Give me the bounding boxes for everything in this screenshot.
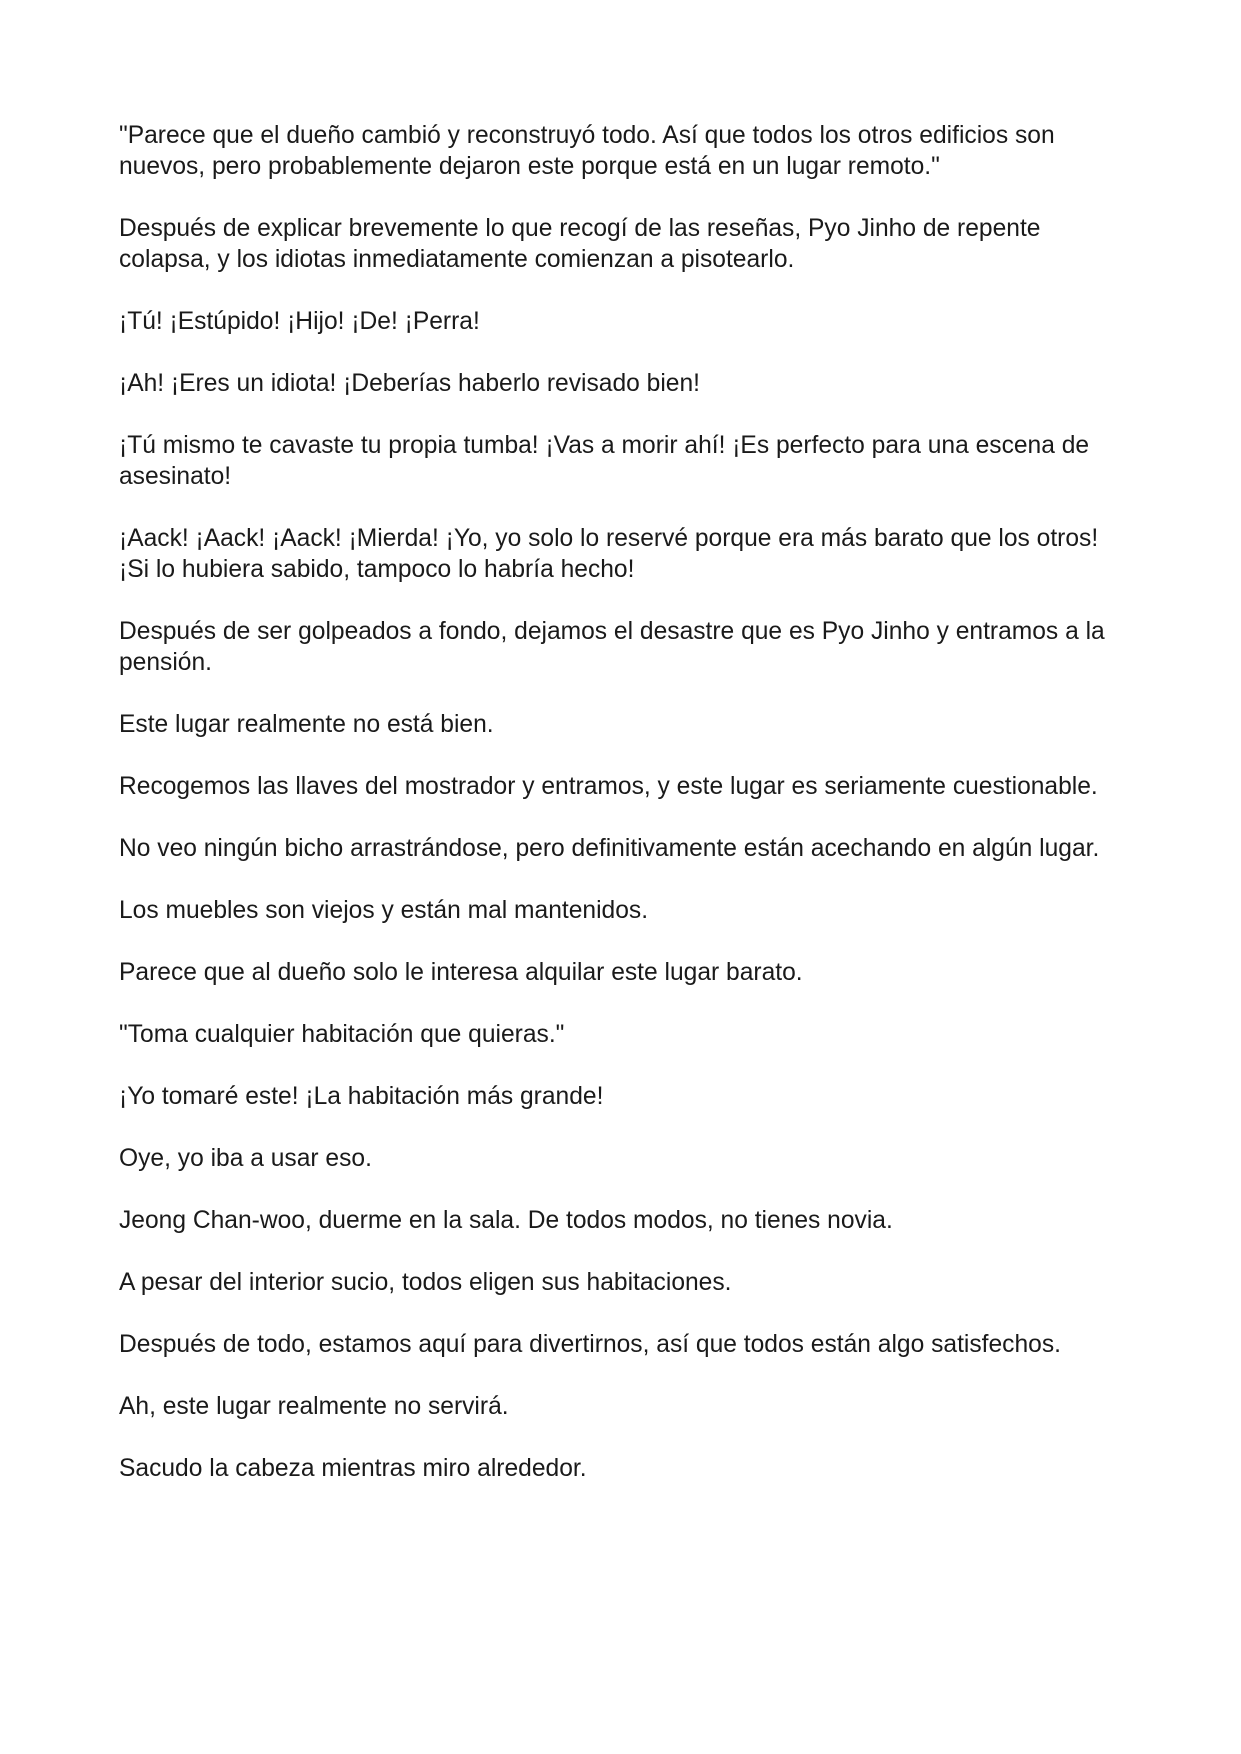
paragraph: Oye, yo iba a usar eso. (119, 1145, 372, 1172)
paragraph: Ah, este lugar realmente no servirá. (119, 1393, 509, 1420)
paragraph: Parece que al dueño solo le interesa alquilar este lugar barato. (119, 959, 803, 986)
paragraph: Después de todo, estamos aquí para divertirnos, así que todos están algo satisfechos. (119, 1331, 1061, 1358)
paragraph: Después de explicar brevemente lo que recogí de las reseñas, Pyo Jinho de repente colapsa, y los idiotas inmediatamente comienzan a pisotearlo. (119, 215, 1041, 273)
document-body (119, 120, 1129, 1515)
paragraph: ¡Tú! ¡Estúpido! ¡Hijo! ¡De! ¡Perra! (119, 308, 480, 335)
paragraph: Después de ser golpeados a fondo, dejamos el desastre que es Pyo Jinho y entramos a la pensión. (119, 618, 1105, 676)
paragraph: Este lugar realmente no está bien. (119, 711, 494, 738)
paragraph: Jeong Chan-woo, duerme en la sala. De todos modos, no tienes novia. (119, 1207, 893, 1234)
paragraph: Recogemos las llaves del mostrador y entramos, y este lugar es seriamente cuestionable. (119, 773, 1098, 800)
paragraph: ¡Aack! ¡Aack! ¡Aack! ¡Mierda! ¡Yo, yo solo lo reservé porque era más barato que los otros! ¡Si lo hubiera sabido, tampoco lo habría hecho! (119, 525, 1099, 583)
paragraph: ¡Yo tomaré este! ¡La habitación más grande! (119, 1083, 604, 1110)
paragraph: ¡Tú mismo te cavaste tu propia tumba! ¡Vas a morir ahí! ¡Es perfecto para una escena de asesinato! (119, 432, 1090, 490)
paragraph: Sacudo la cabeza mientras miro alrededor. (119, 1455, 587, 1482)
paragraph: ¡Ah! ¡Eres un idiota! ¡Deberías haberlo revisado bien! (119, 370, 700, 397)
paragraph: Los muebles son viejos y están mal mantenidos. (119, 897, 649, 924)
paragraph: No veo ningún bicho arrastrándose, pero definitivamente están acechando en algún lugar. (119, 835, 1100, 862)
paragraph: A pesar del interior sucio, todos eligen sus habitaciones. (119, 1269, 732, 1296)
paragraph: "Toma cualquier habitación que quieras." (119, 1021, 565, 1048)
paragraph: "Parece que el dueño cambió y reconstruyó todo. Así que todos los otros edificios son nuevos, pero probablemente dejaron este porque está en un lugar remoto." (119, 122, 1055, 180)
